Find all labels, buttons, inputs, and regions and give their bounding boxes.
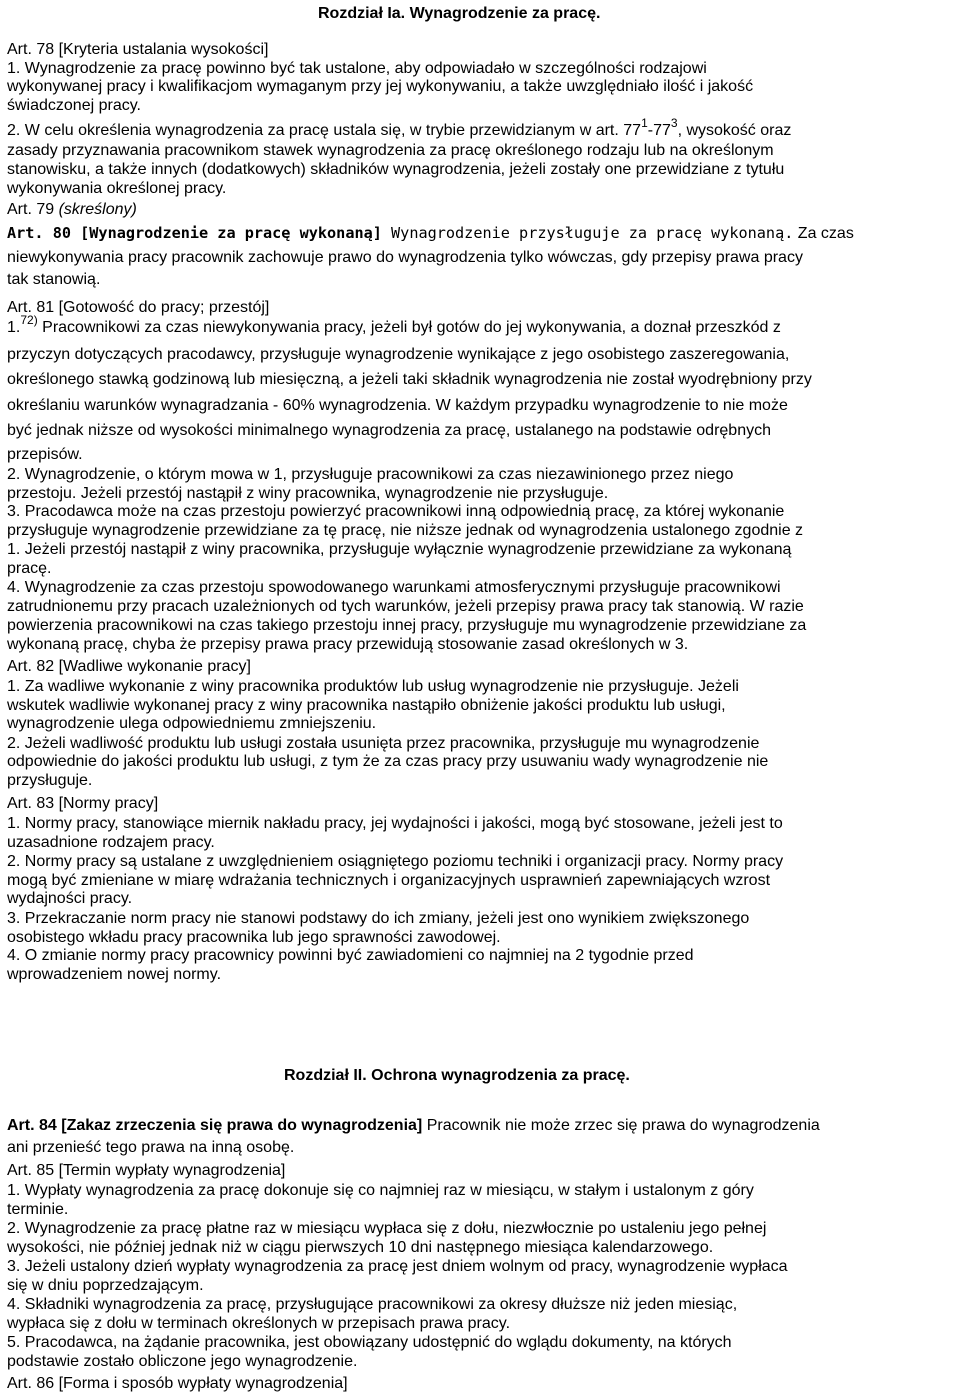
article-82-text: przysługuje.	[7, 772, 93, 789]
article-85-text: 5. Pracodawca, na żądanie pracownika, jest obowiązany udostępnić do wglądu dokumenty, na których	[7, 1334, 732, 1351]
article-80-first-line: Art. 80 [Wynagrodzenie za pracę wykonaną] Wynagrodzenie przysługuje za pracę wykonaną. Za czas	[7, 224, 854, 242]
article-81-text: 3. Pracodawca może na czas przestoju powierzyć pracownikowi inną odpowiednią pracę, za której wykonanie	[7, 503, 785, 520]
article-81-text: pracę.	[7, 560, 52, 577]
article-83-text: 2. Normy pracy są ustalane z uwzględnieniem osiągniętego poziomu techniki i organizacji pracy. Normy pracy	[7, 853, 784, 870]
article-84-text: ani przenieść tego prawa na inną osobę.	[7, 1139, 295, 1156]
article-85-text: 4. Składniki wynagrodzenia za pracę, przysługujące pracownikowi za okresy dłuższe niż jeden miesiąc,	[7, 1296, 738, 1313]
chapter-title: Rozdział II. Ochrona wynagrodzenia za pracę.	[284, 1067, 630, 1084]
article-81-text: 1. Jeżeli przestój nastąpił z winy pracownika, przysługuje wyłącznie wynagrodzenie przewidziane za wykonaną	[7, 541, 792, 558]
article-83-text: 1. Normy pracy, stanowiące miernik nakładu pracy, jej wydajności i jakości, mogą być stosowane, jeżeli jest to	[7, 815, 783, 832]
article-82-text: wskutek wadliwie wykonanej pracy z winy pracownika nastąpiło obniżenie jakości produktu lub usługi,	[7, 697, 726, 714]
article-86-heading: Art. 86 [Forma i sposób wypłaty wynagrodzenia]	[7, 1375, 348, 1392]
article-81-text: przepisów.	[7, 446, 83, 463]
article-81-text: przyczyn dotyczących pracodawcy, przysługuje wynagrodzenie wynikające z jego osobistego zaszeregowania,	[7, 346, 790, 363]
article-85-text: 3. Jeżeli ustalony dzień wypłaty wynagrodzenia za pracę jest dniem wolnym od pracy, wynagrodzenie wypłaca	[7, 1258, 788, 1275]
article-78-text: świadczonej pracy.	[7, 97, 141, 114]
article-83-heading: Art. 83 [Normy pracy]	[7, 795, 159, 812]
article-79: Art. 79 (skreślony)	[7, 201, 137, 218]
article-85-text: się w dniu poprzedzającym.	[7, 1277, 204, 1294]
article-78-heading: Art. 78 [Kryteria ustalania wysokości]	[7, 41, 269, 58]
article-85-text: wysokości, nie później jednak niż w ciągu pierwszych 10 dni następnego miesiąca kalendarzowego.	[7, 1239, 714, 1256]
article-83-text: 3. Przekraczanie norm pracy nie stanowi podstawy do ich zmiany, jeżeli jest ono wynikiem zwiększonego	[7, 910, 750, 927]
article-84-first-line: Art. 84 [Zakaz zrzeczenia się prawa do wynagrodzenia] Pracownik nie może zrzec się prawa do wynagrodzenia	[7, 1117, 820, 1134]
article-78-text: stanowisku, a także innych (dodatkowych) składników wynagrodzenia, jeżeli zostały one przewidziane z tytułu	[7, 161, 785, 178]
article-81-text: wykonaną pracę, chyba że przepisy prawa pracy przewidują stosowanie zasad określonych w 3.	[7, 636, 689, 653]
article-82-text: 2. Jeżeli wadliwość produktu lub usługi została usunięta przez pracownika, przysługuje mu wynagrodzenie	[7, 735, 760, 752]
article-81-text: być jednak niższe od wysokości minimalnego wynagrodzenia za pracę, ustalanego na podstawie odrębnych	[7, 422, 771, 439]
article-82-text: wynagrodzenie ulega odpowiedniemu zmniejszeniu.	[7, 715, 377, 732]
article-82-heading: Art. 82 [Wadliwe wykonanie pracy]	[7, 658, 251, 675]
article-85-heading: Art. 85 [Termin wypłaty wynagrodzenia]	[7, 1162, 286, 1179]
article-78-paragraph-2: 2. W celu określenia wynagrodzenia za pracę ustala się, w trybie przewidzianym w art. $77^1-77^3$, wysokość oraz	[7, 116, 792, 139]
article-81-text: przysługuje wynagrodzenie przewidziane za tę pracę, nie niższe jednak od wynagrodzenia ustalonego zgodnie z	[7, 522, 804, 539]
article-81-text: 4. Wynagrodzenie za czas przestoju spowodowanego warunkami atmosferycznymi przysługuje pracownikowi	[7, 579, 781, 596]
article-80-text: niewykonywania pracy pracownik zachowuje prawo do wynagrodzenia tylko wówczas, gdy przepisy prawa pracy	[7, 249, 803, 266]
article-81-text: przestoju. Jeżeli przestój nastąpił z winy pracownika, wynagrodzenie nie przysługuje.	[7, 485, 609, 502]
chapter-title: Rozdział Ia. Wynagrodzenie za pracę.	[318, 5, 601, 22]
article-80-text: tak stanowią.	[7, 271, 101, 288]
article-83-text: mogą być zmieniane w miarę wdrażania technicznych i organizacyjnych usprawnień zapewniających wzrost	[7, 872, 771, 889]
article-81-text: 2. Wynagrodzenie, o którym mowa w 1, przysługuje pracownikowi za czas niezawinionego przez niego	[7, 466, 734, 483]
article-85-text: podstawie zostało obliczone jego wynagrodzenie.	[7, 1353, 358, 1370]
article-82-text: odpowiednie do jakości produktu lub usługi, z tym że za czas pracy przy usuwaniu wady wynagrodzenie nie	[7, 753, 769, 770]
article-83-text: 4. O zmianie normy pracy pracownicy powinni być zawiadomieni co najmniej na 2 tygodnie przed	[7, 947, 694, 964]
article-85-text: wypłaca się z dołu w terminach określonych w przepisach prawa pracy.	[7, 1315, 511, 1332]
article-81-paragraph-1: 1.$^{72)}$ Pracownikowi za czas niewykonywania pracy, jeżeli był gotów do jej wykonywania, a doznał przeszkód z	[7, 313, 781, 336]
article-85-text: 1. Wypłaty wynagrodzenia za pracę dokonuje się co najmniej raz w miesiącu, w stałym i ustalonym z góry	[7, 1182, 754, 1199]
article-83-text: wydajności pracy.	[7, 890, 133, 907]
article-81-heading: Art. 81 [Gotowość do pracy; przestój]	[7, 299, 270, 316]
article-82-text: 1. Za wadliwe wykonanie z winy pracownika produktów lub usług wynagrodzenie nie przysługuje. Jeżeli	[7, 678, 739, 695]
article-81-text: określonego stawką godzinową lub miesięczną, a jeżeli taki składnik wynagrodzenia nie został wyodrębniony przy	[7, 371, 812, 388]
article-85-text: 2. Wynagrodzenie za pracę płatne raz w miesiącu wypłaca się z dołu, niezwłocznie po ustaleniu jego pełnej	[7, 1220, 767, 1237]
article-83-text: uzasadnione rodzajem pracy.	[7, 834, 215, 851]
article-78-text: 1. Wynagrodzenie za pracę powinno być tak ustalone, aby odpowiadało w szczególności rodzajowi	[7, 60, 707, 77]
article-78-text: zasady przyznawania pracownikom stawek wynagrodzenia za pracę określonego rodzaju lub na określonym	[7, 142, 774, 159]
article-78-text: wykonywanej pracy i kwalifikacjom wymaganym przy jej wykonywaniu, a także uwzględniało ilość i jakość	[7, 78, 754, 95]
article-85-text: terminie.	[7, 1201, 69, 1218]
article-81-text: zatrudnionemu przy pracach uzależnionych od tych warunków, jeżeli przepisy prawa pracy tak stanowią. W razie	[7, 598, 804, 615]
article-83-text: wprowadzeniem nowej normy.	[7, 966, 222, 983]
article-81-text: określaniu warunków wynagradzania - 60% wynagrodzenia. W każdym przypadku wynagrodzenie to nie może	[7, 397, 788, 414]
article-81-text: powierzenia pracownikowi na czas takiego przestoju innej pracy, przysługuje mu wynagrodzenie przewidziane za	[7, 617, 807, 634]
article-78-text: wykonywania określonej pracy.	[7, 180, 227, 197]
article-83-text: osobistego wkładu pracy pracownika lub jego sprawności zawodowej.	[7, 929, 501, 946]
